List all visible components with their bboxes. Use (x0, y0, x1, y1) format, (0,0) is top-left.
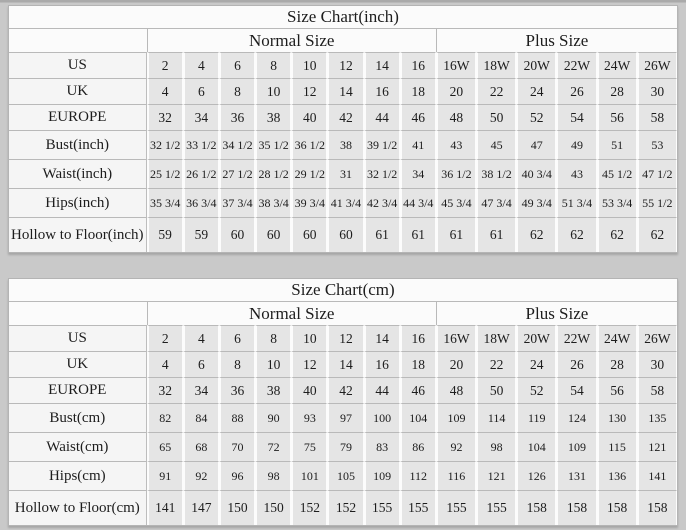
value-cell: 152 (327, 490, 363, 525)
value-cell: 30 (637, 351, 677, 377)
row-label: US (9, 52, 147, 78)
value-cell: 97 (327, 403, 363, 432)
value-cell: 16 (364, 351, 400, 377)
value-cell: 61 (364, 217, 400, 252)
table-row (9, 78, 677, 104)
value-cell: 10 (255, 351, 291, 377)
row-label: Bust(cm) (9, 403, 147, 432)
value-cell: 45 (476, 130, 516, 159)
row-label: Hips(inch) (9, 188, 147, 217)
value-cell: 2 (147, 52, 183, 78)
value-cell: 14 (327, 351, 363, 377)
value-cell: 40 (291, 377, 327, 403)
value-cell: 39 1/2 (364, 130, 400, 159)
row-label: Hips(cm) (9, 461, 147, 490)
value-cell: 18 (400, 78, 436, 104)
value-cell: 42 3/4 (364, 188, 400, 217)
value-cell: 24 (516, 351, 556, 377)
value-cell: 22 (476, 78, 516, 104)
value-cell: 53 3/4 (597, 188, 637, 217)
value-cell: 112 (400, 461, 436, 490)
value-cell: 104 (516, 432, 556, 461)
table-row (9, 217, 677, 252)
value-cell: 41 3/4 (327, 188, 363, 217)
value-cell: 41 (400, 130, 436, 159)
value-cell: 61 (436, 217, 476, 252)
value-cell: 6 (183, 78, 219, 104)
value-cell: 96 (219, 461, 255, 490)
value-cell: 34 (400, 159, 436, 188)
normal-size-header: Normal Size (147, 28, 436, 52)
value-cell: 36 1/2 (436, 159, 476, 188)
value-cell: 47 (516, 130, 556, 159)
value-cell: 47 3/4 (476, 188, 516, 217)
value-cell: 60 (327, 217, 363, 252)
value-cell: 24 (516, 78, 556, 104)
value-cell: 35 1/2 (255, 130, 291, 159)
value-cell: 68 (183, 432, 219, 461)
value-cell: 39 3/4 (291, 188, 327, 217)
value-cell: 136 (597, 461, 637, 490)
value-cell: 6 (219, 325, 255, 351)
value-cell: 54 (556, 104, 596, 130)
table-title: Size Chart(inch) (9, 6, 677, 28)
value-cell: 38 3/4 (255, 188, 291, 217)
value-cell: 135 (637, 403, 677, 432)
table-row (9, 377, 677, 403)
value-cell: 86 (400, 432, 436, 461)
value-cell: 116 (436, 461, 476, 490)
value-cell: 16 (400, 52, 436, 78)
value-cell: 31 (327, 159, 363, 188)
value-cell: 18W (476, 52, 516, 78)
value-cell: 8 (219, 78, 255, 104)
value-cell: 34 (183, 104, 219, 130)
value-cell: 115 (597, 432, 637, 461)
value-cell: 12 (291, 78, 327, 104)
table-row (9, 351, 677, 377)
value-cell: 60 (291, 217, 327, 252)
value-cell: 36 (219, 104, 255, 130)
value-cell: 6 (183, 351, 219, 377)
value-cell: 4 (147, 78, 183, 104)
row-label: UK (9, 351, 147, 377)
value-cell: 50 (476, 104, 516, 130)
value-cell: 2 (147, 325, 183, 351)
table-row (9, 130, 677, 159)
row-label: EUROPE (9, 377, 147, 403)
value-cell: 45 3/4 (436, 188, 476, 217)
value-cell: 55 1/2 (637, 188, 677, 217)
value-cell: 16W (436, 325, 476, 351)
value-cell: 46 (400, 104, 436, 130)
value-cell: 75 (291, 432, 327, 461)
value-cell: 100 (364, 403, 400, 432)
value-cell: 52 (516, 104, 556, 130)
value-cell: 126 (516, 461, 556, 490)
value-cell: 124 (556, 403, 596, 432)
value-cell: 56 (597, 377, 637, 403)
value-cell: 49 (556, 130, 596, 159)
value-cell: 155 (400, 490, 436, 525)
row-label: Waist(cm) (9, 432, 147, 461)
row-label: Hollow to Floor(inch) (9, 217, 147, 252)
corner-cell (9, 28, 147, 52)
value-cell: 54 (556, 377, 596, 403)
table-row (9, 461, 677, 490)
value-cell: 48 (436, 104, 476, 130)
value-cell: 158 (556, 490, 596, 525)
value-cell: 158 (516, 490, 556, 525)
value-cell: 8 (219, 351, 255, 377)
value-cell: 28 (597, 351, 637, 377)
value-cell: 101 (291, 461, 327, 490)
value-cell: 29 1/2 (291, 159, 327, 188)
value-cell: 32 1/2 (147, 130, 183, 159)
value-cell: 109 (436, 403, 476, 432)
value-cell: 114 (476, 403, 516, 432)
value-cell: 121 (476, 461, 516, 490)
value-cell: 26W (637, 325, 677, 351)
value-cell: 47 1/2 (637, 159, 677, 188)
value-cell: 34 (183, 377, 219, 403)
value-cell: 62 (597, 217, 637, 252)
value-cell: 141 (637, 461, 677, 490)
value-cell: 46 (400, 377, 436, 403)
value-cell: 147 (183, 490, 219, 525)
value-cell: 20W (516, 52, 556, 78)
plus-size-header: Plus Size (436, 28, 677, 52)
value-cell: 10 (291, 52, 327, 78)
value-cell: 155 (476, 490, 516, 525)
value-cell: 4 (147, 351, 183, 377)
value-cell: 62 (637, 217, 677, 252)
row-label: Waist(inch) (9, 159, 147, 188)
value-cell: 158 (637, 490, 677, 525)
value-cell: 58 (637, 377, 677, 403)
value-cell: 60 (219, 217, 255, 252)
plus-size-header: Plus Size (436, 301, 677, 325)
value-cell: 92 (436, 432, 476, 461)
table-title: Size Chart(cm) (9, 279, 677, 301)
value-cell: 38 (255, 377, 291, 403)
value-cell: 26 1/2 (183, 159, 219, 188)
value-cell: 50 (476, 377, 516, 403)
value-cell: 26 (556, 351, 596, 377)
value-cell: 51 (597, 130, 637, 159)
value-cell: 38 (255, 104, 291, 130)
value-cell: 130 (597, 403, 637, 432)
value-cell: 43 (436, 130, 476, 159)
table-row (9, 432, 677, 461)
value-cell: 27 1/2 (219, 159, 255, 188)
row-label: Hollow to Floor(cm) (9, 490, 147, 525)
value-cell: 22W (556, 325, 596, 351)
value-cell: 150 (255, 490, 291, 525)
value-cell: 150 (219, 490, 255, 525)
row-label: Bust(inch) (9, 130, 147, 159)
value-cell: 119 (516, 403, 556, 432)
value-cell: 14 (327, 78, 363, 104)
value-cell: 93 (291, 403, 327, 432)
value-cell: 33 1/2 (183, 130, 219, 159)
value-cell: 44 (364, 104, 400, 130)
value-cell: 88 (219, 403, 255, 432)
value-cell: 92 (183, 461, 219, 490)
value-cell: 12 (327, 325, 363, 351)
value-cell: 155 (436, 490, 476, 525)
value-cell: 98 (255, 461, 291, 490)
value-cell: 60 (255, 217, 291, 252)
value-cell: 16 (364, 78, 400, 104)
value-cell: 105 (327, 461, 363, 490)
value-cell: 58 (637, 104, 677, 130)
value-cell: 10 (255, 78, 291, 104)
value-cell: 59 (183, 217, 219, 252)
value-cell: 109 (364, 461, 400, 490)
value-cell: 70 (219, 432, 255, 461)
value-cell: 62 (556, 217, 596, 252)
value-cell: 98 (476, 432, 516, 461)
value-cell: 83 (364, 432, 400, 461)
value-cell: 4 (183, 325, 219, 351)
value-cell: 79 (327, 432, 363, 461)
value-cell: 40 3/4 (516, 159, 556, 188)
value-cell: 72 (255, 432, 291, 461)
value-cell: 62 (516, 217, 556, 252)
value-cell: 90 (255, 403, 291, 432)
value-cell: 152 (291, 490, 327, 525)
value-cell: 49 3/4 (516, 188, 556, 217)
value-cell: 44 (364, 377, 400, 403)
value-cell: 8 (255, 52, 291, 78)
value-cell: 61 (476, 217, 516, 252)
value-cell: 10 (291, 325, 327, 351)
normal-size-header: Normal Size (147, 301, 436, 325)
value-cell: 16 (400, 325, 436, 351)
size-chart-inch-table (8, 5, 678, 253)
value-cell: 26 (556, 78, 596, 104)
value-cell: 18 (400, 351, 436, 377)
value-cell: 36 3/4 (183, 188, 219, 217)
value-cell: 38 1/2 (476, 159, 516, 188)
value-cell: 52 (516, 377, 556, 403)
table-row (9, 159, 677, 188)
value-cell: 14 (364, 325, 400, 351)
value-cell: 4 (183, 52, 219, 78)
value-cell: 44 3/4 (400, 188, 436, 217)
value-cell: 91 (147, 461, 183, 490)
value-cell: 32 (147, 104, 183, 130)
value-cell: 42 (327, 377, 363, 403)
row-label: EUROPE (9, 104, 147, 130)
value-cell: 131 (556, 461, 596, 490)
value-cell: 28 (597, 78, 637, 104)
value-cell: 37 3/4 (219, 188, 255, 217)
value-cell: 32 1/2 (364, 159, 400, 188)
value-cell: 109 (556, 432, 596, 461)
value-cell: 32 (147, 377, 183, 403)
value-cell: 48 (436, 377, 476, 403)
value-cell: 12 (291, 351, 327, 377)
value-cell: 121 (637, 432, 677, 461)
value-cell: 25 1/2 (147, 159, 183, 188)
value-cell: 8 (255, 325, 291, 351)
table-row (9, 52, 677, 78)
value-cell: 45 1/2 (597, 159, 637, 188)
value-cell: 51 3/4 (556, 188, 596, 217)
value-cell: 84 (183, 403, 219, 432)
table-row (9, 490, 677, 525)
value-cell: 155 (364, 490, 400, 525)
value-cell: 22W (556, 52, 596, 78)
table-row (9, 325, 677, 351)
value-cell: 53 (637, 130, 677, 159)
value-cell: 34 1/2 (219, 130, 255, 159)
value-cell: 24W (597, 325, 637, 351)
value-cell: 30 (637, 78, 677, 104)
size-chart-cm-table (8, 278, 678, 526)
value-cell: 141 (147, 490, 183, 525)
value-cell: 38 (327, 130, 363, 159)
value-cell: 35 3/4 (147, 188, 183, 217)
value-cell: 56 (597, 104, 637, 130)
value-cell: 24W (597, 52, 637, 78)
row-label: US (9, 325, 147, 351)
value-cell: 22 (476, 351, 516, 377)
value-cell: 65 (147, 432, 183, 461)
value-cell: 43 (556, 159, 596, 188)
value-cell: 61 (400, 217, 436, 252)
corner-cell (9, 301, 147, 325)
value-cell: 104 (400, 403, 436, 432)
row-label: UK (9, 78, 147, 104)
value-cell: 36 1/2 (291, 130, 327, 159)
value-cell: 14 (364, 52, 400, 78)
table-row (9, 104, 677, 130)
value-cell: 12 (327, 52, 363, 78)
value-cell: 40 (291, 104, 327, 130)
value-cell: 20 (436, 351, 476, 377)
value-cell: 20 (436, 78, 476, 104)
table-row (9, 403, 677, 432)
value-cell: 59 (147, 217, 183, 252)
value-cell: 28 1/2 (255, 159, 291, 188)
value-cell: 20W (516, 325, 556, 351)
value-cell: 42 (327, 104, 363, 130)
value-cell: 158 (597, 490, 637, 525)
value-cell: 16W (436, 52, 476, 78)
table-row (9, 188, 677, 217)
value-cell: 18W (476, 325, 516, 351)
value-cell: 6 (219, 52, 255, 78)
value-cell: 82 (147, 403, 183, 432)
value-cell: 36 (219, 377, 255, 403)
value-cell: 26W (637, 52, 677, 78)
